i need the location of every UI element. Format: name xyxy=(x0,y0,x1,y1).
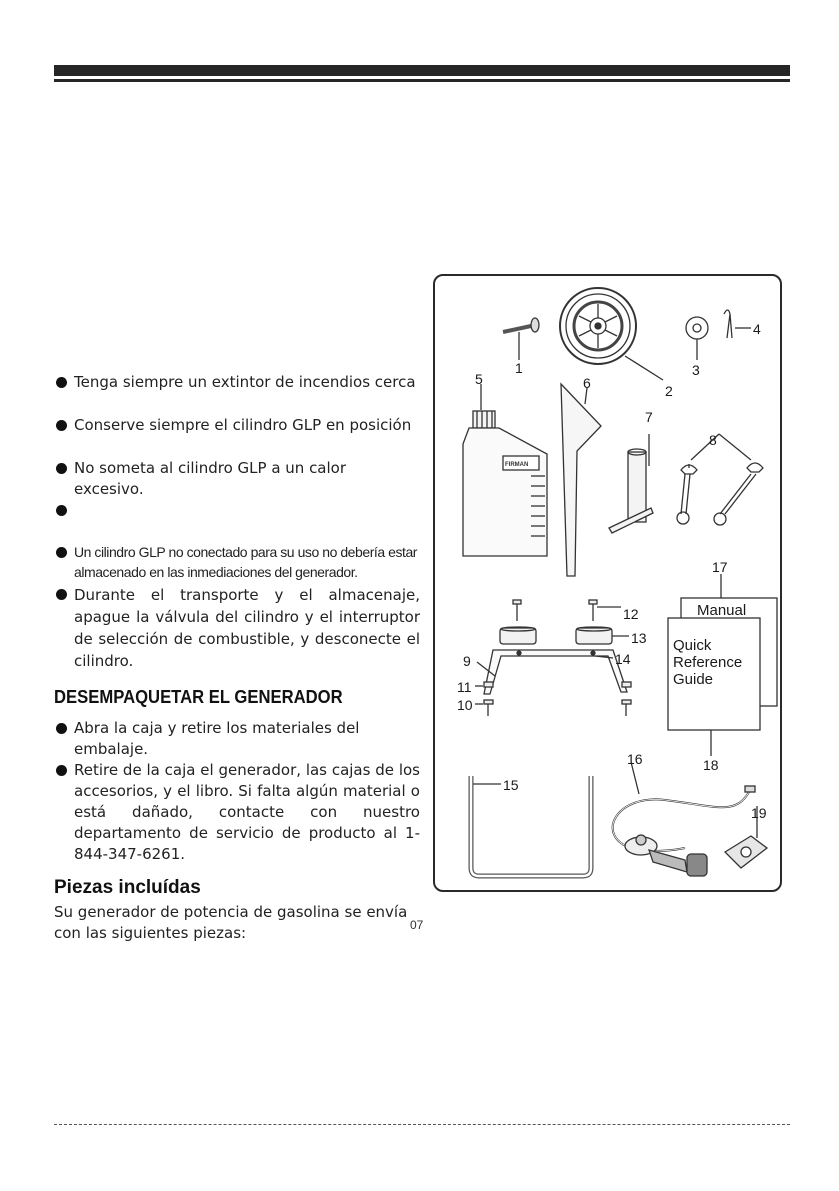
guide-line-3: Guide xyxy=(673,671,714,688)
handle-icon xyxy=(471,776,591,876)
guide-line-1: Quick xyxy=(673,637,712,654)
unpack-bullet-2: Retire de la caja el generador, las cajas de los accesorios, y el libro. Si falta algún material o está dañado, contacte con nuestro departamento de servicio de producto al 1-844-347-6261. xyxy=(54,760,420,865)
part-label-7: 7 xyxy=(645,409,653,425)
part-label-15: 15 xyxy=(503,777,519,793)
safety-bullet-4 xyxy=(54,500,420,521)
oil-bottle-icon xyxy=(463,384,547,556)
part-label-14: 14 xyxy=(615,651,631,667)
spark-plug-wrench-icon xyxy=(609,434,653,533)
washer-icon xyxy=(686,317,708,360)
bolts-icon xyxy=(513,600,621,621)
rubber-feet-icon xyxy=(500,627,629,644)
parts-figure xyxy=(433,274,782,892)
part-label-5: 5 xyxy=(475,371,483,387)
page-number: 07 xyxy=(410,918,424,932)
safety-bullet-6: Durante el transporte y el almacenaje, apague la válvula del cilindro y el interruptor de selección de combustible, y desconecte el cilindro. xyxy=(54,584,420,672)
part-label-8: 8 xyxy=(709,432,717,448)
part-label-11: 11 xyxy=(457,679,472,695)
part-label-19: 19 xyxy=(751,805,767,821)
bracket-icon xyxy=(477,650,627,694)
part-label-12: 12 xyxy=(623,606,639,622)
part-label-18: 18 xyxy=(703,757,719,773)
manual-title: Manual xyxy=(697,602,747,619)
wrenches-icon xyxy=(677,434,763,525)
unpack-heading: DESEMPAQUETAR EL GENERADOR xyxy=(54,686,343,707)
part-label-2: 2 xyxy=(665,383,673,399)
parts-intro: Su generador de potencia de gasolina se envía con las siguientes piezas: xyxy=(54,903,408,942)
hitch-pin-icon xyxy=(724,310,751,338)
parts-illustration xyxy=(435,276,784,894)
guide-line-2: Reference xyxy=(673,654,743,671)
left-column xyxy=(54,372,420,944)
part-label-10: 10 xyxy=(457,697,473,713)
safety-bullet-1: Tenga siempre un extintor de incendios cerca xyxy=(54,372,420,393)
part-label-9: 9 xyxy=(463,653,471,669)
part-label-4: 4 xyxy=(753,321,761,337)
wheel-icon xyxy=(560,288,663,380)
oil-bottle-label: FIRMAN xyxy=(505,462,529,468)
header-rule-thick xyxy=(54,65,790,76)
part-label-1: 1 xyxy=(515,360,523,376)
part-label-16: 16 xyxy=(627,751,643,767)
part-label-13: 13 xyxy=(631,630,647,646)
parts-heading: Piezas incluídas xyxy=(54,877,201,898)
part-label-6: 6 xyxy=(583,375,591,391)
footer-rule xyxy=(54,1124,790,1125)
part-label-3: 3 xyxy=(692,362,700,378)
unpack-bullet-1: Abra la caja y retire los materiales del embalaje. xyxy=(54,718,420,760)
part-label-17: 17 xyxy=(712,559,728,575)
safety-bullet-3: No someta al cilindro GLP a un calor excesivo. xyxy=(54,458,420,500)
safety-bullet-5: Un cilindro GLP no conectado para su uso no debería estar almacenado en las inmediaciones del generador. xyxy=(54,542,420,582)
header-rule-thin xyxy=(54,79,790,82)
funnel-icon xyxy=(561,384,601,576)
safety-bullet-2: Conserve siempre el cilindro GLP en posición xyxy=(54,415,420,436)
nuts-icon xyxy=(475,682,631,716)
axle-pin-icon xyxy=(503,318,539,360)
